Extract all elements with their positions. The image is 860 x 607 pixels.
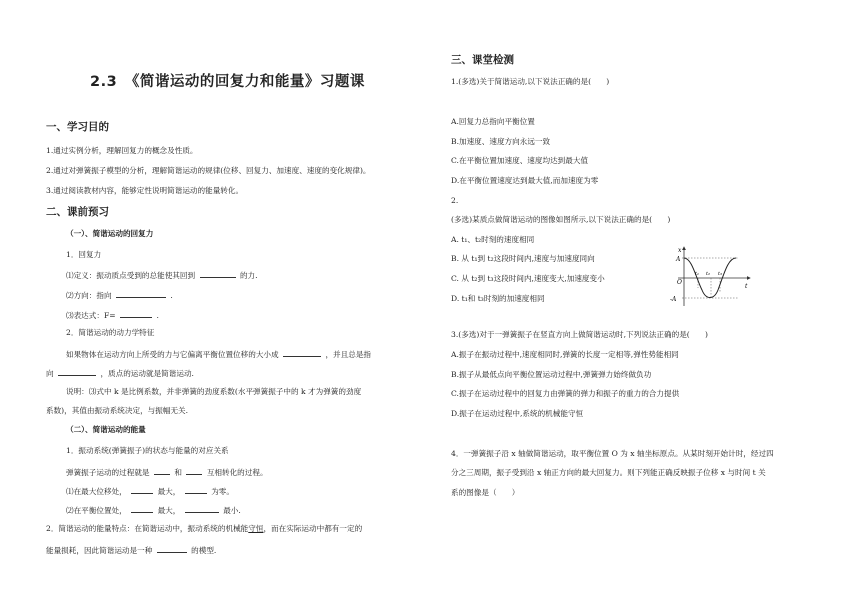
energy-line (66, 485, 234, 497)
question-3-stem: 3.(多选)对于一弹簧振子在竖直方向上做简谐运动时,下列说法正确的是( ) (451, 330, 708, 339)
section-heading-objectives: 一、学习目的 (46, 121, 109, 133)
energy-line (66, 466, 268, 478)
answer-blank[interactable] (200, 269, 236, 278)
question-3-option: C.振子在运动过程中的回复力由弹簧的弹力和振子的重力的合力提供 (451, 389, 680, 398)
question-1-option: C.在平衡位置加速度、速度均达到最大值 (451, 156, 589, 165)
section-heading-preview: 二、课前预习 (46, 206, 109, 218)
text: 最大， (157, 487, 181, 496)
text: 如果物体在运动方向上所受的力与它偏离平衡位置位移的大小成 (66, 350, 279, 359)
question-1-option: D.在平衡位置速度达到最大值,而加速度为零 (451, 176, 599, 185)
text: 最大， (157, 506, 181, 515)
amplitude-label: -A (670, 296, 677, 303)
question-4-stem: 分之三周期，振子受到沿 x 轴正方向的最大回复力。则下列能正确反映振子位移 x 与时间 t 关 (451, 468, 766, 477)
text: ⑴定义：振动质点受到的总能使其回到 (66, 271, 196, 280)
answer-blank[interactable] (120, 309, 152, 318)
time-label: t₃ (718, 271, 723, 277)
answer-blank[interactable] (185, 504, 219, 513)
feature-line (66, 348, 371, 360)
text: ，质点的运动就是简谐运动. (100, 369, 194, 378)
question-2-option: B. 从 t₁到 t₂这段时间内,速度与加速度同向 (451, 254, 595, 263)
question-1-option: B.加速度、速度方向永远一致 (451, 137, 551, 146)
answer-blank[interactable] (58, 367, 96, 376)
text: 向 (46, 369, 54, 378)
question-2-option: D. t₁和 t₃时刻的加速度相同 (451, 294, 545, 303)
answer-blank[interactable] (185, 485, 207, 494)
question-3-option: B.振子从最低点向平衡位置运动过程中,弹簧弹力始终做负功 (451, 370, 652, 379)
answer-blank[interactable] (131, 485, 153, 494)
text: 2．简谐运动的能量特点：在简谐运动中，振动系统的机械能 (46, 524, 249, 533)
objective-item: 3.通过阅读教材内容，能够定性说明简谐运动的能量转化。 (46, 186, 244, 195)
answer-blank[interactable] (157, 544, 187, 553)
answer-blank[interactable] (131, 504, 153, 513)
answer-blank[interactable] (283, 348, 321, 357)
question-2-number: 2. (451, 196, 459, 205)
answer-blank[interactable] (186, 466, 202, 475)
text: 的模型. (191, 546, 217, 555)
subsection-heading: （一）、简谐运动的回复力 (66, 229, 154, 238)
text: ，而在实际运动中都有一定的 (263, 524, 363, 533)
answer-blank[interactable] (154, 466, 170, 475)
answer-blank[interactable] (116, 289, 166, 298)
question-1-option: A.回复力总指向平衡位置 (451, 117, 535, 126)
question-4-stem: 系的图像是（ ） (451, 488, 520, 497)
text: 弹簧振子运动的过程就是 (66, 468, 150, 477)
amplitude-label: A (676, 256, 681, 263)
origin-label: O (677, 279, 682, 286)
text: 为零。 (211, 487, 234, 496)
text: 和 (174, 468, 182, 477)
paragraph: 2．简谐运动的动力学特征 (66, 328, 155, 337)
note-line: 说明：⑶式中 k 是比例系数，并非弹簧的劲度系数(水平弹簧振子中的 k 才为弹簧的劲度 (66, 387, 362, 396)
page-title: 2.3 《简谐运动的回复力和能量》习题课 (90, 74, 365, 90)
axis-label-x: x (678, 247, 682, 254)
energy-line (46, 524, 362, 534)
question-3-option: A.振子在振动过程中,速度相同时,弹簧的长度一定相等,弹性势能相同 (451, 350, 679, 359)
expression-line (66, 309, 159, 321)
question-4-stem: 4．一弹簧振子沿 x 轴做简谐运动，取平衡位置 O 为 x 轴坐标原点。从某时刻开始计时，经过四 (451, 449, 774, 458)
section-heading-check: 三、课堂检测 (451, 54, 514, 66)
time-label: t₁ (695, 271, 700, 277)
question-2-option: C. 从 t₂到 t₃这段时间内,速度变大,加速度变小 (451, 274, 605, 283)
question-2-option: A. t₁、t₂时刻的速度相同 (451, 235, 535, 244)
question-3-option: D.振子在运动过程中,系统的机械能守恒 (451, 409, 584, 418)
text: ⑵方向：指向 (66, 291, 112, 300)
feature-line (46, 367, 194, 379)
subsection-heading: （二）、简谐运动的能量 (66, 425, 146, 434)
text: 能量损耗，因此简谐运动是一种 (46, 546, 153, 555)
oscillation-graph (668, 244, 754, 308)
text: ⑶表达式：F= (66, 311, 116, 320)
note-line: 系数)，其值由振动系统决定，与振幅无关. (46, 406, 189, 415)
text: 互相转化的过程。 (206, 468, 268, 477)
energy-line (66, 504, 241, 516)
underlined-text: 守恒 (248, 524, 264, 533)
energy-line (46, 544, 216, 556)
question-1-stem: 1.(多选)关于简谐运动,以下说法正确的是( ) (451, 77, 610, 86)
time-label: t₂ (706, 271, 711, 277)
text: ，并且总是指 (325, 350, 372, 359)
direction-line (66, 289, 173, 301)
text: . (156, 311, 159, 320)
text: ⑴在最大位移处， (66, 487, 127, 496)
text: . (170, 291, 173, 300)
text: ⑵在平衡位置处， (66, 506, 127, 515)
objective-item: 1.通过实例分析，理解回复力的概念及性质。 (46, 146, 198, 155)
axis-label-t: t (745, 283, 748, 290)
question-2-stem: (多选)某质点做简谐运动的图像如图所示,以下说法正确的是( ) (451, 215, 671, 224)
text: 最小. (223, 506, 241, 515)
objective-item: 2.通过对弹簧振子模型的分析，理解简谐运动的规律(位移、回复力、加速度、速度的变化规律)。 (46, 166, 371, 175)
paragraph: 1．振动系统(弹簧振子)的状态与能量的对应关系 (66, 446, 229, 455)
text: 的力. (239, 271, 258, 280)
paragraph: 1．回复力 (66, 250, 102, 259)
definition-line (66, 269, 258, 281)
